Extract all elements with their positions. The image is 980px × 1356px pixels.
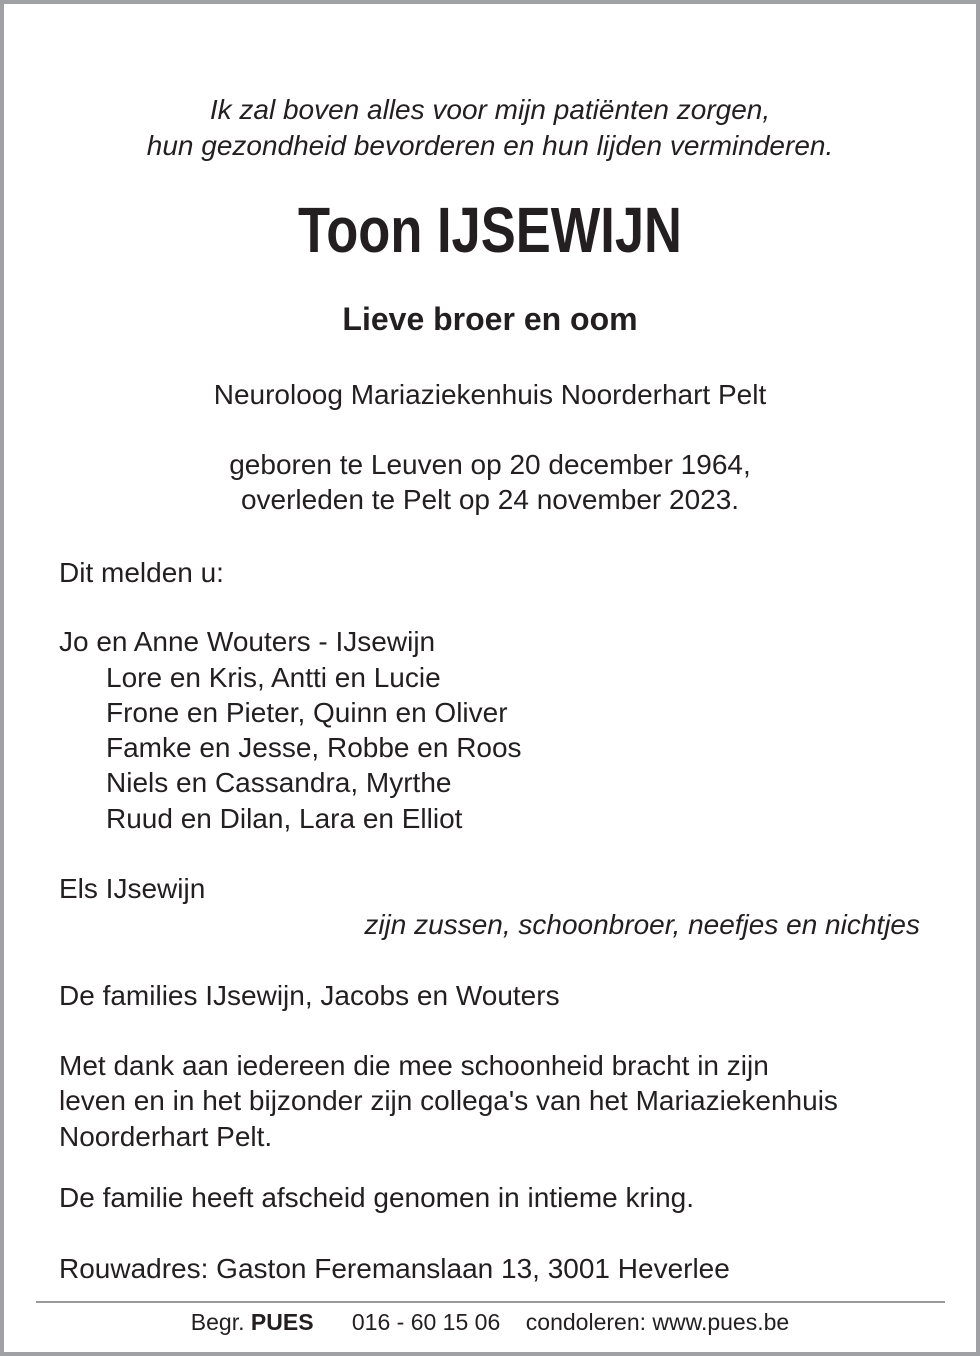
families: De families IJsewijn, Jacobs en Wouters [59, 980, 560, 1011]
family-child: Famke en Jesse, Robbe en Roos [106, 732, 522, 763]
announce: Dit melden u: [59, 557, 224, 588]
family-role: zijn zussen, schoonbroer, neefjes en nichtjes [364, 909, 920, 940]
footer-prefix: Begr. [190, 1309, 245, 1335]
birth-date: geboren te Leuven op 20 december 1964, [229, 449, 751, 480]
profession: Neuroloog Mariaziekenhuis Noorderhart Pelt [213, 379, 767, 410]
family-child: Lore en Kris, Antti en Lucie [106, 662, 441, 693]
phone: 016 - 60 15 06 [351, 1309, 501, 1335]
motto-line: Ik zal boven alles voor mijn patiënten zorgen, [209, 94, 771, 125]
farewell: De familie heeft afscheid genomen in intieme kring. [59, 1182, 695, 1213]
motto-line: hun gezondheid bevorderen en hun lijden verminderen. [146, 130, 834, 161]
obituary-card [4, 4, 976, 1352]
sister: Els IJsewijn [59, 873, 206, 904]
thanks-line: Met dank aan iedereen die mee schoonheid bracht in zijn [59, 1050, 769, 1081]
family-child: Ruud en Dilan, Lara en Elliot [106, 803, 463, 834]
family-child: Niels en Cassandra, Myrthe [106, 767, 452, 798]
footer-divider [36, 1301, 945, 1303]
undertaker-name: PUES [250, 1309, 314, 1335]
thanks-line: Noorderhart Pelt. [59, 1121, 273, 1152]
condolence-link[interactable]: condoleren: www.pues.be [525, 1309, 790, 1335]
footer [4, 1308, 976, 1336]
deceased-name: Toon IJSEWIJN [298, 194, 682, 266]
address: Rouwadres: Gaston Feremanslaan 13, 3001 Heverlee [59, 1253, 730, 1284]
relation: Lieve broer en oom [342, 301, 638, 337]
family-head: Jo en Anne Wouters - IJsewijn [59, 626, 436, 657]
thanks-line: leven en in het bijzonder zijn collega's van het Mariaziekenhuis [59, 1085, 838, 1116]
family-child: Frone en Pieter, Quinn en Oliver [106, 697, 508, 728]
death-date: overleden te Pelt op 24 november 2023. [240, 484, 740, 515]
